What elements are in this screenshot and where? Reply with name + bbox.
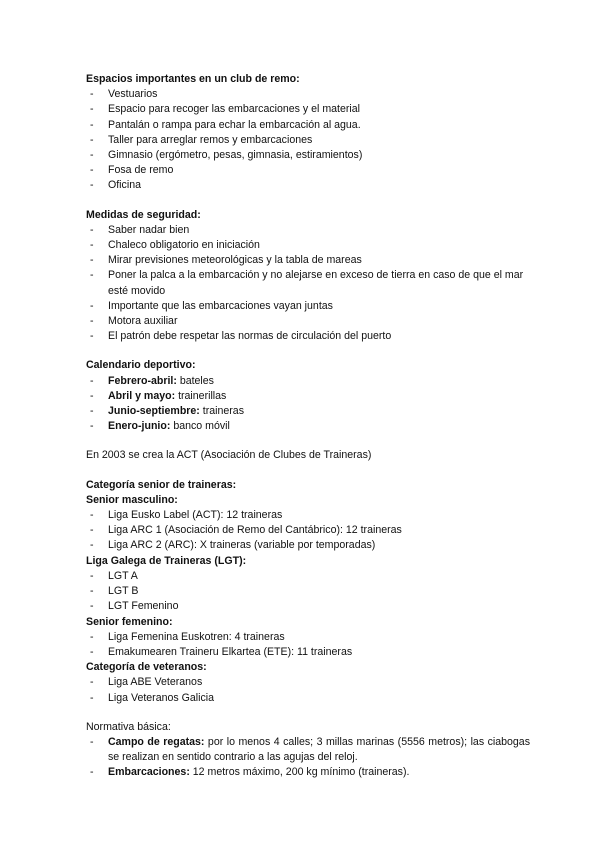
section-normativa (86, 720, 530, 781)
list-item (86, 374, 530, 389)
item-label: Embarcaciones: (108, 766, 190, 779)
list-item: - El patrón debe respetar las normas de circulación del puerto (86, 329, 530, 344)
spacer (86, 464, 530, 478)
heading-senior: Categoría senior de traineras: (86, 478, 237, 491)
item-label: Junio-septiembre: (108, 405, 200, 418)
list-item: - Fosa de remo (86, 163, 530, 178)
heading-senior-femenino: Senior femenino: (86, 615, 173, 628)
spacer (86, 706, 530, 720)
list-senior-femenino (86, 630, 530, 660)
list-calendario (86, 374, 530, 435)
list-veteranos (86, 675, 530, 705)
item-label: Enero-junio: (108, 420, 171, 433)
item-label: Abril y mayo: (108, 389, 176, 402)
list-item (86, 419, 530, 434)
spacer (86, 194, 530, 208)
list-item (86, 735, 530, 765)
list-item (86, 404, 530, 419)
item-text: banco móvil (170, 420, 230, 433)
list-item: - LGT B (86, 584, 530, 599)
document-content (86, 72, 530, 781)
spacer (86, 344, 530, 358)
list-espacios (86, 87, 530, 193)
item-text: 12 metros máximo, 200 kg mínimo (traineras). (189, 766, 410, 779)
list-item: - Espacio para recoger las embarcaciones y el material (86, 102, 530, 117)
list-item: - Vestuarios (86, 87, 530, 102)
list-item: - Liga ARC 1 (Asociación de Remo del Cantábrico): 12 traineras (86, 523, 530, 538)
list-item (86, 389, 530, 404)
list-senior-masculino (86, 508, 530, 554)
list-item: - Oficina (86, 178, 530, 193)
list-item: - Liga ABE Veteranos (86, 675, 530, 690)
item-text: bateles (176, 374, 214, 387)
section-calendario (86, 358, 530, 434)
item-text: trainerillas (175, 389, 227, 402)
list-seguridad (86, 223, 530, 345)
heading-seguridad: Medidas de seguridad: (86, 208, 201, 221)
list-item: - Emakumearen Traineru Elkartea (ETE): 11 traineras (86, 645, 530, 660)
list-item: - Mirar previsiones meteorológicas y la tabla de mareas (86, 253, 530, 268)
section-espacios (86, 72, 530, 194)
list-normativa (86, 735, 530, 781)
section-senior (86, 478, 530, 706)
list-item: - LGT Femenino (86, 599, 530, 614)
item-label: Febrero-abril: (108, 374, 177, 387)
heading-lgt: Liga Galega de Traineras (LGT): (86, 554, 247, 567)
item-text: traineras (199, 405, 244, 418)
list-lgt (86, 569, 530, 615)
item-label: Campo de regatas: (108, 735, 205, 748)
list-item: - Liga Femenina Euskotren: 4 traineras (86, 630, 530, 645)
heading-calendario: Calendario deportivo: (86, 359, 196, 372)
act-note: En 2003 se crea la ACT (Asociación de Clubes de Traineras) (86, 449, 372, 462)
list-item: - Liga ARC 2 (ARC): X traineras (variable por temporadas) (86, 538, 530, 553)
list-item: - Liga Eusko Label (ACT): 12 traineras (86, 508, 530, 523)
heading-veteranos: Categoría de veteranos: (86, 661, 207, 674)
list-item: - Saber nadar bien (86, 223, 530, 238)
heading-senior-masculino: Senior masculino: (86, 493, 178, 506)
list-item: - Pantalán o rampa para echar la embarcación al agua. (86, 118, 530, 133)
list-item: - Importante que las embarcaciones vayan juntas (86, 299, 530, 314)
list-item: - Gimnasio (ergómetro, pesas, gimnasia, estiramientos) (86, 148, 530, 163)
heading-espacios: Espacios importantes en un club de remo: (86, 73, 300, 85)
list-item: - Chaleco obligatorio en iniciación (86, 238, 530, 253)
list-item: - LGT A (86, 569, 530, 584)
heading-normativa: Normativa básica: (86, 720, 171, 733)
list-item: - Taller para arreglar remos y embarcaciones (86, 133, 530, 148)
list-item: - Motora auxiliar (86, 314, 530, 329)
list-item: - Liga Veteranos Galicia (86, 691, 530, 706)
list-item: - Poner la palca a la embarcación y no alejarse en exceso de tierra en caso de que el mar esté movido (86, 268, 530, 298)
item-text: por lo menos 4 calles; 3 millas marinas (5556 metros); las ciabogas se realizan en sentido contrario a las agujas del reloj. (108, 735, 530, 764)
spacer (86, 434, 530, 448)
list-item (86, 765, 530, 780)
section-seguridad (86, 208, 530, 345)
